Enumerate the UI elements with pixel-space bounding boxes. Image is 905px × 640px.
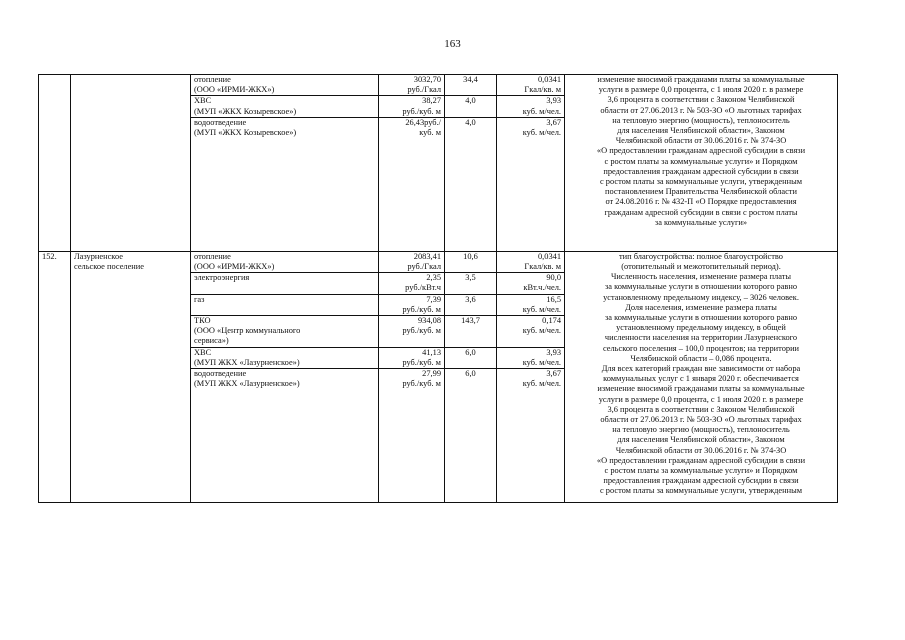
description-line: коммунальных услуг с 1 января 2020 г. обеспечивается bbox=[603, 374, 799, 384]
service-line: (МУП «ЖКХ Козыревское») bbox=[194, 106, 297, 116]
tariff-cell bbox=[379, 347, 445, 368]
row-number-cell: 152. bbox=[39, 251, 71, 502]
description-line: для населения Челябинской области», Законом bbox=[617, 126, 785, 136]
norm-value: 0,0341 bbox=[537, 75, 561, 84]
service-line: отопление bbox=[194, 251, 231, 261]
service-cell bbox=[191, 96, 379, 117]
description-line: численности населения на территории Лазурненского bbox=[604, 333, 798, 343]
row-number-cell bbox=[39, 75, 71, 252]
tariff-unit: руб./Гкал bbox=[407, 85, 441, 95]
description-cell bbox=[565, 75, 838, 252]
norm-value: 90,0 bbox=[546, 273, 561, 283]
description-line: на тепловую энергию (мощность), теплоноситель bbox=[612, 115, 790, 125]
norm-unit: куб. м/чел. bbox=[522, 357, 561, 367]
description-line: изменение вносимой гражданами платы за коммунальные bbox=[597, 75, 805, 84]
norm-value: 0,0341 bbox=[537, 251, 561, 261]
page-number: 163 bbox=[444, 38, 461, 50]
tariff-cell bbox=[379, 294, 445, 315]
tariff-unit: руб./куб. м bbox=[402, 106, 441, 116]
description-line: установленному предельному индексу, – 3026 человек. bbox=[603, 292, 799, 302]
tariff-unit: руб./куб. м bbox=[402, 304, 441, 314]
description-line: услуги в размере 0,0 процента, с 1 июля 2020 г. в размере bbox=[598, 394, 804, 404]
service-line: (ООО «ИРМИ-ЖКХ») bbox=[194, 262, 275, 272]
description-line: изменение вносимой гражданами платы за коммунальные bbox=[597, 384, 805, 394]
tariff-unit: руб./куб. м bbox=[402, 357, 441, 367]
service-line: водоотведение bbox=[194, 117, 247, 127]
volume-cell: 10,6 bbox=[445, 251, 497, 272]
description-line: Челябинской области – 0,086 процента. bbox=[630, 353, 772, 363]
tariff-unit: куб. м bbox=[419, 128, 441, 138]
description-line: предоставления гражданам адресной субсидии в связи bbox=[603, 476, 799, 486]
norm-unit: Гкал/кв. м bbox=[524, 262, 561, 272]
tariff-cell bbox=[379, 369, 445, 503]
tariff-unit: руб./кВт.ч bbox=[405, 283, 441, 293]
tariff-value: 2083,41 bbox=[413, 251, 441, 261]
tariff-value: 38,27 bbox=[422, 96, 441, 106]
tariff-value: 2,35 bbox=[426, 273, 441, 283]
norm-value: 3,67 bbox=[546, 369, 561, 379]
volume-cell: 6,0 bbox=[445, 347, 497, 368]
service-cell bbox=[191, 117, 379, 251]
norm-value: 3,93 bbox=[546, 96, 561, 106]
volume-cell: 4,0 bbox=[445, 96, 497, 117]
norm-cell bbox=[497, 369, 565, 503]
description-line: Численность населения, изменение размера платы bbox=[610, 272, 792, 282]
norm-cell bbox=[497, 96, 565, 117]
service-line: ХВС bbox=[194, 96, 212, 106]
description-line: за коммунальные услуги» bbox=[654, 217, 748, 227]
description-line: Для всех категорий граждан вне зависимости от набора bbox=[601, 364, 801, 374]
tariff-cell bbox=[379, 117, 445, 251]
norm-unit: куб. м/чел. bbox=[522, 379, 561, 389]
description-line: постановлением Правительства Челябинской области bbox=[605, 187, 797, 197]
settlement-cell bbox=[71, 251, 191, 502]
description-line: области от 27.06.2013 г. № 503-ЗО «О льготных тарифах bbox=[600, 105, 802, 115]
settlement-line: Лазурненское bbox=[74, 251, 123, 261]
settlement-cell bbox=[71, 75, 191, 252]
norm-cell bbox=[497, 75, 565, 96]
description-line: Челябинской области от 30.06.2016 г. № 374-ЗО bbox=[615, 136, 787, 146]
description-line: услуги в размере 0,0 процента, с 1 июля 2020 г. в размере bbox=[598, 85, 804, 95]
volume-cell: 3,6 bbox=[445, 294, 497, 315]
tariff-value: 7,39 bbox=[426, 294, 441, 304]
tariff-cell bbox=[379, 316, 445, 348]
tariff-value: 3032,70 bbox=[413, 75, 441, 84]
description-line: за коммунальные услуги в отношении которого равно bbox=[604, 282, 798, 292]
description-line: от 24.08.2016 г. № 432-П «О Порядке предоставления bbox=[605, 197, 797, 207]
description-line: на тепловую энергию (мощность), теплоноситель bbox=[612, 425, 790, 435]
description-cell bbox=[565, 251, 838, 502]
description-line: Челябинской области от 30.06.2016 г. № 374-ЗО bbox=[615, 445, 787, 455]
service-line: ТКО bbox=[194, 316, 211, 326]
service-cell bbox=[191, 294, 379, 315]
description-line: за коммунальные услуги в отношении которого равно bbox=[604, 313, 798, 323]
volume-cell: 34,4 bbox=[445, 75, 497, 96]
tariff-cell bbox=[379, 96, 445, 117]
service-cell bbox=[191, 347, 379, 368]
tariff-cell bbox=[379, 251, 445, 272]
service-cell bbox=[191, 251, 379, 272]
table-row bbox=[39, 75, 838, 96]
service-cell bbox=[191, 273, 379, 294]
norm-unit: куб. м/чел. bbox=[522, 326, 561, 336]
volume-cell: 4,0 bbox=[445, 117, 497, 251]
description-line: для населения Челябинской области», Законом bbox=[617, 435, 785, 445]
tariff-unit: руб./куб. м bbox=[402, 379, 441, 389]
description-line: (отопительный и межотопительный период). bbox=[621, 262, 781, 272]
volume-cell: 143,7 bbox=[445, 316, 497, 348]
volume-cell: 3,5 bbox=[445, 273, 497, 294]
description-line: области от 27.06.2013 г. № 503-ЗО «О льготных тарифах bbox=[600, 415, 802, 425]
tariff-table bbox=[38, 74, 838, 503]
description-line: с ростом платы за коммунальные услуги, утвержденным bbox=[599, 486, 803, 496]
tariff-value: 27,99 bbox=[422, 369, 441, 379]
tariff-unit: руб./куб. м bbox=[402, 326, 441, 336]
norm-unit: куб. м/чел. bbox=[522, 304, 561, 314]
description-line: 3,6 процента в соответствии с Законом Челябинской bbox=[607, 95, 795, 105]
tariff-cell bbox=[379, 75, 445, 96]
tariff-value: 41,13 bbox=[422, 347, 441, 357]
description-line: 3,6 процента в соответствии с Законом Челябинской bbox=[607, 404, 795, 414]
description-line: установленному предельному индексу, в общей bbox=[616, 323, 786, 333]
service-line: отопление bbox=[194, 75, 231, 84]
norm-value: 16,5 bbox=[546, 294, 561, 304]
service-line: (МУП «ЖКХ Козыревское») bbox=[194, 128, 297, 138]
description-line: «О предоставлении гражданам адресной субсидии в связи bbox=[596, 455, 806, 465]
description-line: «О предоставлении гражданам адресной субсидии в связи bbox=[596, 146, 806, 156]
norm-value: 0,174 bbox=[542, 316, 561, 326]
norm-unit: кВт.ч./чел. bbox=[523, 283, 561, 293]
norm-unit: Гкал/кв. м bbox=[524, 85, 561, 95]
norm-cell bbox=[497, 294, 565, 315]
tariff-value: 26,43руб./ bbox=[405, 117, 441, 127]
service-line: водоотведение bbox=[194, 369, 247, 379]
description-line: тип благоустройства: полное благоустройство bbox=[619, 251, 783, 261]
tariff-unit: руб./Гкал bbox=[407, 262, 441, 272]
service-line: электроэнергия bbox=[194, 273, 250, 283]
description-line: с ростом платы за коммунальные услуги, утвержденным bbox=[599, 177, 803, 187]
service-line: (МУП ЖКХ «Лазурненское») bbox=[194, 357, 300, 367]
service-line: ХВС bbox=[194, 347, 212, 357]
service-line: газ bbox=[194, 294, 205, 304]
service-cell bbox=[191, 75, 379, 96]
service-line: (ООО «ИРМИ-ЖКХ») bbox=[194, 85, 275, 95]
norm-cell bbox=[497, 251, 565, 272]
volume-cell: 6,0 bbox=[445, 369, 497, 503]
description-line: с ростом платы за коммунальные услуги» и Порядком bbox=[604, 156, 798, 166]
service-cell bbox=[191, 316, 379, 348]
description-line: предоставления гражданам адресной субсидии в связи bbox=[603, 166, 799, 176]
norm-cell bbox=[497, 117, 565, 251]
norm-cell bbox=[497, 316, 565, 348]
norm-cell bbox=[497, 273, 565, 294]
description-line: сельского поселения – 100,0 процентов; на территории bbox=[602, 343, 800, 353]
description-line: гражданам адресной субсидии в связи с ростом платы bbox=[604, 207, 798, 217]
norm-cell bbox=[497, 347, 565, 368]
service-cell bbox=[191, 369, 379, 503]
norm-unit: куб. м/чел. bbox=[522, 128, 561, 138]
norm-unit: куб. м/чел. bbox=[522, 106, 561, 116]
tariff-cell bbox=[379, 273, 445, 294]
norm-value: 3,93 bbox=[546, 347, 561, 357]
table-row bbox=[39, 251, 838, 272]
service-line: сервиса») bbox=[194, 336, 229, 346]
settlement-line: сельское поселение bbox=[74, 262, 144, 272]
norm-value: 3,67 bbox=[546, 117, 561, 127]
description-line: с ростом платы за коммунальные услуги» и Порядком bbox=[604, 466, 798, 476]
tariff-value: 934,08 bbox=[417, 316, 441, 326]
description-line: Доля населения, изменение размера платы bbox=[625, 302, 777, 312]
service-line: (ООО «Центр коммунального bbox=[194, 326, 301, 336]
service-line: (МУП ЖКХ «Лазурненское») bbox=[194, 379, 300, 389]
